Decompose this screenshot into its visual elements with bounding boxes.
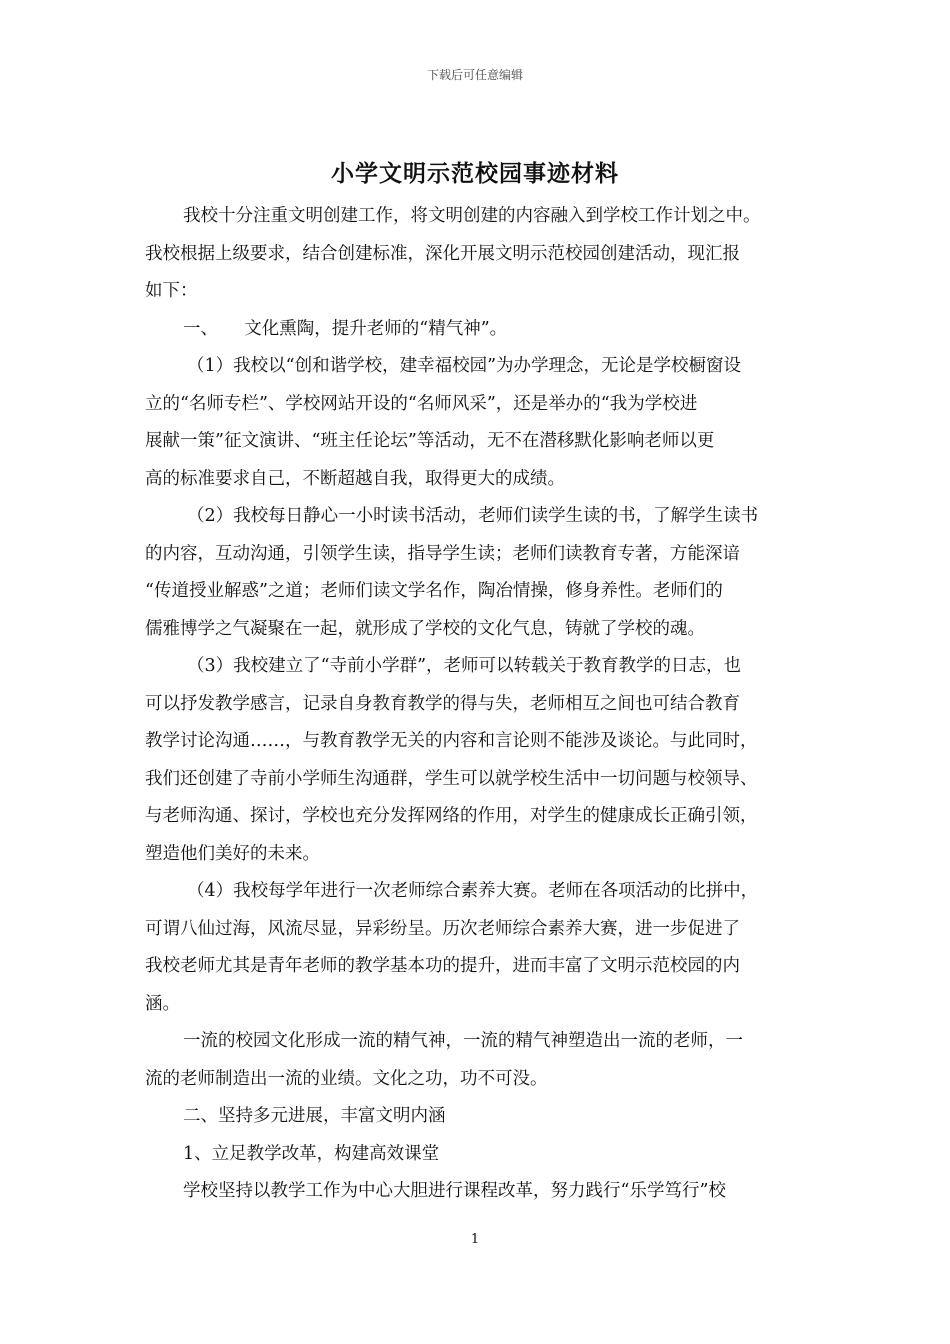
section-heading: 一、 文化熏陶，提升老师的“精气神”。 xyxy=(183,318,508,339)
page-number: 1 xyxy=(470,1232,480,1247)
body-line: （1）我校以“创和谐学校，建幸福校园”为办学理念，无论是学校橱窗设 xyxy=(187,356,742,376)
body-line: 的内容，互动沟通，引领学生读，指导学生读；老师们读教育专著，方能深谙 xyxy=(145,543,740,564)
body-line: “传道授业解惑”之道；老师们读文学名作，陶冶情操，修身养性。老师们的 xyxy=(145,581,723,601)
body-line: 教学讨论沟通……，与教育教学无关的内容和言论则不能涉及谈论。与此同时， xyxy=(145,731,758,751)
body-line: 我校老师尤其是青年老师的教学基本功的提升，进而丰富了文明示范校园的内 xyxy=(145,956,740,976)
body-line: 我校十分注重文明创建工作，将文明创建的内容融入到学校工作计划之中。 xyxy=(183,206,761,226)
body-line: 与老师沟通、探讨，学校也充分发挥网络的作用，对学生的健康成长正确引领， xyxy=(145,806,758,826)
subsection-heading: 1、立足教学改革，构建高效课堂 xyxy=(183,1143,440,1164)
body-line: 我校根据上级要求，结合创建标准，深化开展文明示范校园创建活动，现汇报 xyxy=(145,243,740,264)
body-line: 高的标准要求自己，不断超越自我，取得更大的成绩。 xyxy=(145,468,565,489)
body-line: 我们还创建了寺前小学师生沟通群，学生可以就学校生活中一切问题与校领导、 xyxy=(145,768,758,789)
page-header: 下载后可任意编辑 xyxy=(426,68,523,82)
body-line: 可谓八仙过海，风流尽显，异彩纷呈。历次老师综合素养大赛，进一步促进了 xyxy=(145,918,740,939)
section-heading: 二、坚持多元进展，丰富文明内涵 xyxy=(183,1106,446,1126)
body-line: 立的“名师专栏”、学校网站开设的“名师风采”，还是举办的“我为学校进 xyxy=(145,393,698,414)
body-line: 涵。 xyxy=(145,993,180,1014)
body-line: 儒雅博学之气凝聚在一起，就形成了学校的文化气息，铸就了学校的魂。 xyxy=(145,618,705,639)
body-line: 塑造他们美好的未来。 xyxy=(145,843,320,864)
body-line: 流的老师制造出一流的业绩。文化之功，功不可没。 xyxy=(145,1068,548,1089)
document-body xyxy=(145,198,810,1211)
body-line: 如下： xyxy=(145,281,198,301)
body-line: 学校坚持以教学工作为中心大胆进行课程改革，努力践行“乐学笃行”校 xyxy=(183,1181,726,1201)
body-line: （2）我校每日静心一小时读书活动，老师们读学生读的书，了解学生读书 xyxy=(187,506,759,526)
body-line: 展献一策”征文演讲、“班主任论坛”等活动，无不在潜移默化影响老师以更 xyxy=(145,431,715,451)
body-line: 一流的校园文化形成一流的精气神，一流的精气神塑造出一流的老师，一 xyxy=(183,1031,743,1051)
body-line: （3）我校建立了“寺前小学群”，老师可以转载关于教育教学的日志，也 xyxy=(187,656,742,676)
document-title: 小学文明示范校园事迹材料 xyxy=(331,160,619,187)
body-line: （4）我校每学年进行一次老师综合素养大赛。老师在各项活动的比拼中， xyxy=(187,881,759,901)
body-line: 可以抒发教学感言，记录自身教育教学的得与失，老师相互之间也可结合教育 xyxy=(145,693,740,714)
